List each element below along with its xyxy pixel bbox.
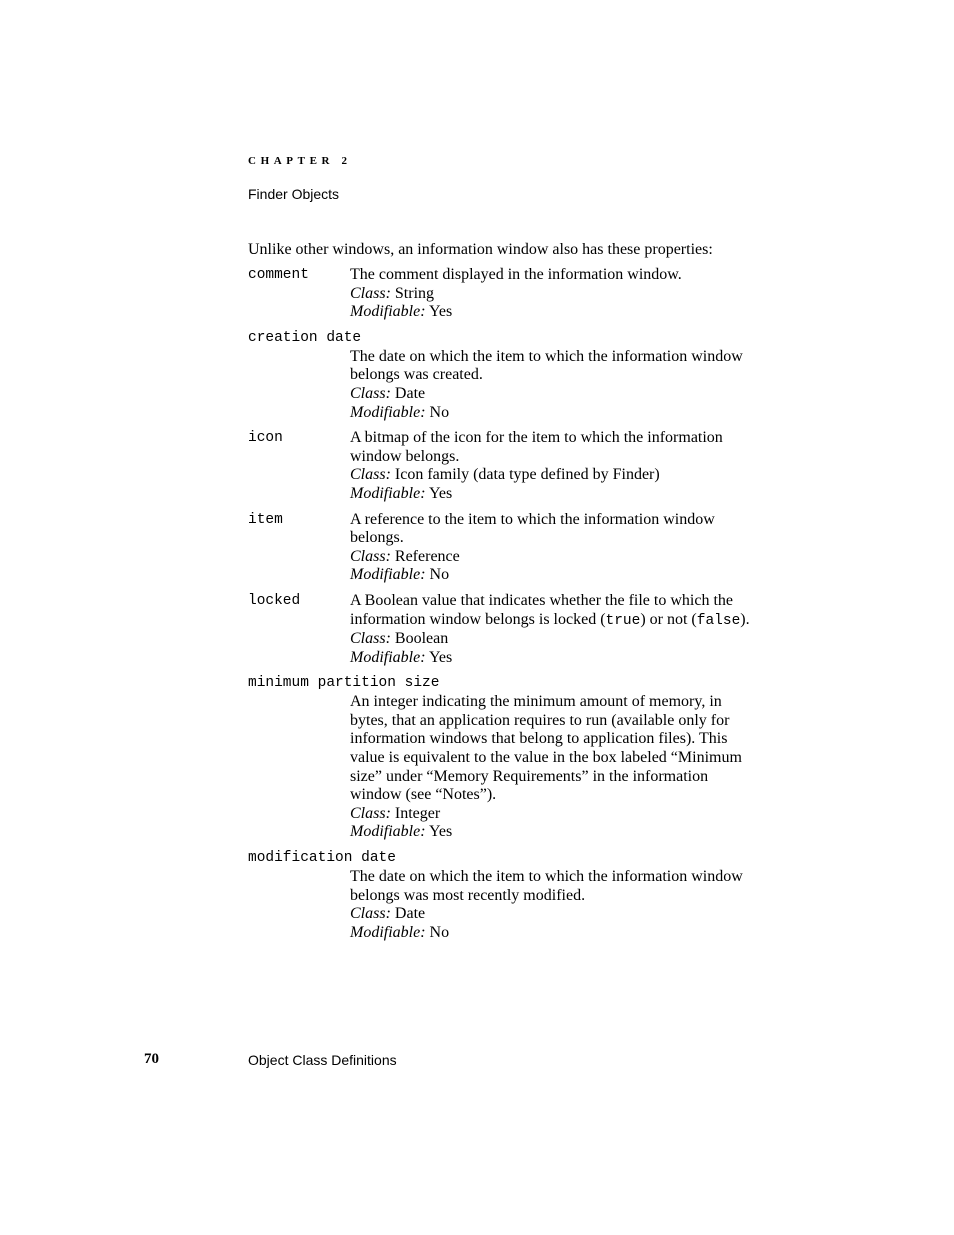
- description-line: window (see “Notes”).: [350, 786, 497, 804]
- property-description: [350, 348, 788, 422]
- property-icon: [248, 429, 788, 503]
- class-label: Class:: [350, 284, 391, 302]
- class-label: Class:: [350, 804, 391, 822]
- text-segment: information window belongs is locked (: [350, 610, 606, 628]
- class-label: Class:: [350, 630, 391, 648]
- description-line: The comment displayed in the information window.: [350, 266, 682, 283]
- property-class: [350, 805, 788, 824]
- property-comment: [248, 266, 788, 322]
- intro-paragraph: Unlike other windows, an information window also has these properties:: [248, 241, 713, 258]
- chapter-label: CHAPTER 2: [248, 155, 352, 167]
- property-locked: [248, 592, 788, 667]
- class-label: Class:: [350, 547, 391, 565]
- property-modifiable: [350, 823, 788, 842]
- text-segment: ).: [740, 610, 750, 628]
- description-line: value is equivalent to the value in the box labeled “Minimum: [350, 749, 742, 767]
- description-line: belongs was created.: [350, 366, 483, 384]
- modifiable-label: Modifiable:: [350, 566, 426, 584]
- modifiable-label: Modifiable:: [350, 303, 426, 321]
- property-class: [350, 385, 788, 404]
- description-line: information windows that belong to application files). This: [350, 730, 728, 748]
- modifiable-label: Modifiable:: [350, 923, 426, 941]
- class-value: Integer: [394, 804, 441, 822]
- modifiable-value: Yes: [428, 484, 453, 502]
- property-modification-date: [248, 849, 788, 942]
- class-value: Date: [394, 384, 426, 402]
- property-term: modification date: [248, 850, 396, 867]
- property-class: [350, 630, 750, 649]
- property-modifiable: [350, 485, 723, 504]
- property-class: [350, 548, 715, 567]
- property-description: [350, 592, 750, 667]
- class-value: Reference: [394, 547, 460, 565]
- class-label: Class:: [350, 466, 391, 484]
- description-line: An integer indicating the minimum amount of memory, in: [350, 693, 722, 711]
- property-description: [350, 429, 723, 503]
- property-description: [350, 266, 682, 322]
- property-modifiable: [350, 303, 682, 322]
- modifiable-value: No: [429, 923, 450, 941]
- property-description: [350, 868, 788, 942]
- property-term: creation date: [248, 329, 362, 346]
- property-class: [350, 905, 788, 924]
- property-description: [350, 511, 715, 585]
- description-line: [350, 611, 750, 631]
- property-list: [248, 266, 788, 949]
- code-true: true: [605, 612, 641, 629]
- property-term: item: [248, 511, 283, 528]
- property-term: minimum partition size: [248, 675, 440, 692]
- text-segment: ) or not (: [640, 610, 697, 628]
- class-label: Class:: [350, 905, 391, 923]
- page-number: 70: [144, 1051, 159, 1067]
- chapter-title: Finder Objects: [248, 186, 340, 202]
- description-line: window belongs.: [350, 447, 460, 465]
- description-line: A bitmap of the icon for the item to which the information: [350, 429, 723, 447]
- code-false: false: [696, 612, 741, 629]
- property-modifiable: [350, 924, 788, 943]
- property-description: [350, 693, 788, 842]
- description-line: The date on which the item to which the information window: [350, 347, 743, 365]
- property-term: locked: [248, 592, 301, 609]
- description-line: size” under “Memory Requirements” in the information: [350, 767, 709, 785]
- class-value: String: [394, 284, 435, 302]
- description-line: The date on which the item to which the information window: [350, 868, 743, 886]
- property-class: [350, 285, 682, 304]
- modifiable-value: Yes: [428, 303, 453, 321]
- modifiable-label: Modifiable:: [350, 403, 426, 421]
- modifiable-value: No: [429, 403, 450, 421]
- description-line: belongs.: [350, 529, 404, 547]
- modifiable-label: Modifiable:: [350, 484, 426, 502]
- property-modifiable: [350, 649, 750, 668]
- modifiable-value: Yes: [428, 823, 453, 841]
- description-line: A Boolean value that indicates whether the file to which the: [350, 591, 733, 609]
- property-modifiable: [350, 566, 715, 585]
- class-label: Class:: [350, 384, 391, 402]
- property-class: [350, 466, 723, 485]
- class-value: Boolean: [394, 630, 449, 648]
- property-creation-date: [248, 329, 788, 422]
- modifiable-value: Yes: [428, 648, 453, 666]
- description-line: A reference to the item to which the information window: [350, 510, 715, 528]
- footer-section-title: Object Class Definitions: [248, 1052, 397, 1068]
- property-term: icon: [248, 430, 283, 447]
- modifiable-value: No: [429, 566, 450, 584]
- class-value: Date: [394, 905, 426, 923]
- description-line: belongs was most recently modified.: [350, 886, 586, 904]
- class-value: Icon family (data type defined by Finder): [394, 466, 660, 484]
- property-item: [248, 511, 788, 585]
- description-line: bytes, that an application requires to run (available only for: [350, 711, 730, 729]
- property-term: comment: [248, 267, 309, 283]
- modifiable-label: Modifiable:: [350, 648, 426, 666]
- property-minimum-partition-size: [248, 674, 788, 842]
- modifiable-label: Modifiable:: [350, 823, 426, 841]
- property-modifiable: [350, 404, 788, 423]
